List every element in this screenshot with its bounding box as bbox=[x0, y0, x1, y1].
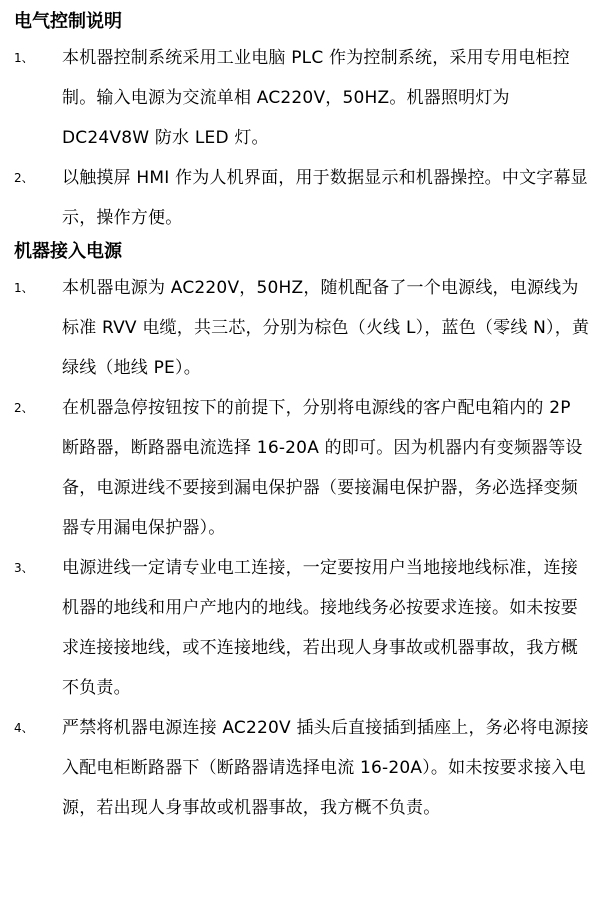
item-number: 3、 bbox=[14, 561, 34, 575]
section-electrical-control bbox=[0, 8, 604, 238]
item-number: 2、 bbox=[14, 171, 34, 185]
item-text: 本机器控制系统采用工业电脑 PLC 作为控制系统，采用专用电柜控制。输入电源为交流单相 AC220V，50HZ。机器照明灯为 DC24V8W 防水 LED 灯。 bbox=[62, 48, 570, 148]
item-number: 4、 bbox=[14, 721, 34, 735]
section-title: 电气控制说明 bbox=[14, 11, 122, 32]
item-text: 严禁将机器电源连接 AC220V 插头后直接插到插座上，务必将电源接入配电柜断路器下（断路器请选择电流 16-20A）。如未按要求接入电源，若出现人身事故或机器事故，我方概不负责。 bbox=[62, 718, 589, 818]
item-number: 1、 bbox=[14, 51, 34, 65]
list-item bbox=[0, 38, 604, 158]
item-text: 以触摸屏 HMI 作为人机界面，用于数据显示和机器操控。中文字幕显示，操作方便。 bbox=[62, 168, 588, 228]
item-text: 本机器电源为 AC220V，50HZ，随机配备了一个电源线，电源线为标准 RVV 电缆，共三芯，分别为棕色（火线 L），蓝色（零线 N），黄绿线（地线 PE）。 bbox=[62, 278, 590, 378]
item-text: 电源进线一定请专业电工连接，一定要按用户当地接地线标准，连接机器的地线和用户产地内的地线。接地线务必按要求连接。如未按要求连接接地线，或不连接地线，若出现人身事故或机器事故，我方概不负责。 bbox=[62, 558, 578, 698]
section-title: 机器接入电源 bbox=[14, 241, 122, 262]
list-item bbox=[0, 388, 604, 548]
list-item bbox=[0, 708, 604, 828]
item-text: 在机器急停按钮按下的前提下，分别将电源线的客户配电箱内的 2P 断路器，断路器电流选择 16-20A 的即可。因为机器内有变频器等设备，电源进线不要接到漏电保护器（要接漏电保护器，务必选择变频器专用漏电保护器）。 bbox=[62, 398, 583, 538]
item-number: 2、 bbox=[14, 401, 34, 415]
section-power-connection bbox=[0, 238, 604, 828]
list-item bbox=[0, 548, 604, 708]
instruction-list bbox=[0, 38, 604, 238]
item-number: 1、 bbox=[14, 281, 34, 295]
instruction-list bbox=[0, 268, 604, 828]
list-item bbox=[0, 158, 604, 238]
list-item bbox=[0, 268, 604, 388]
